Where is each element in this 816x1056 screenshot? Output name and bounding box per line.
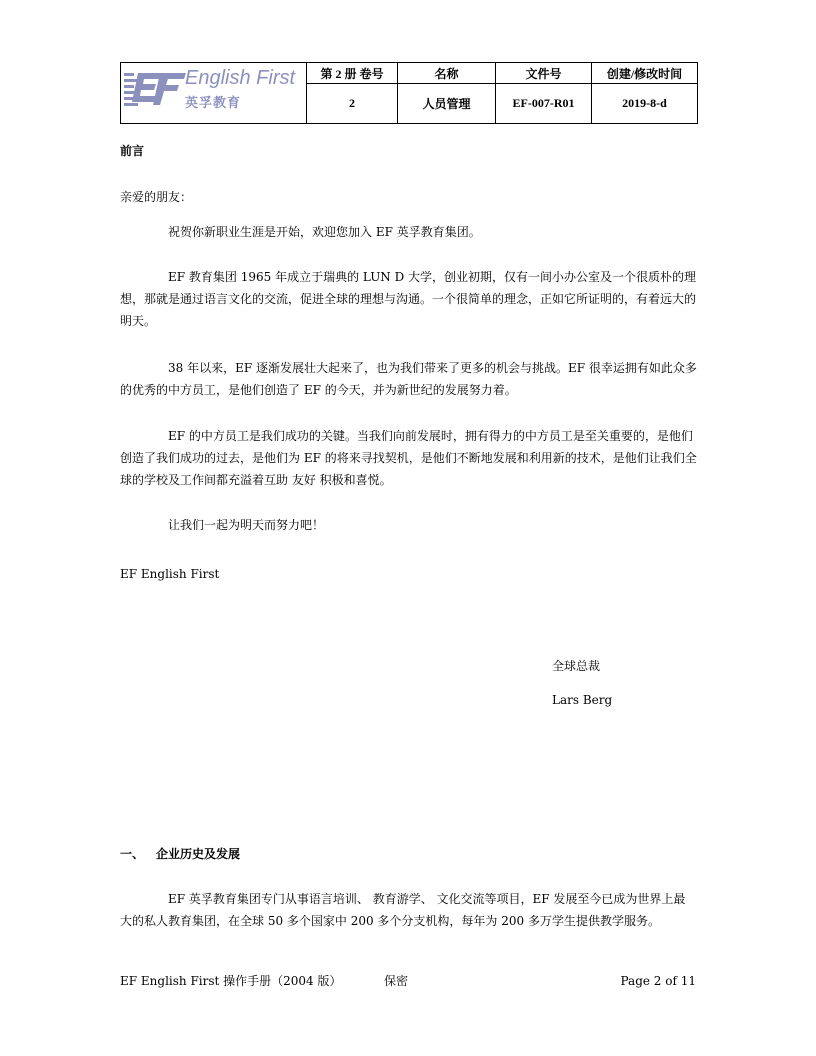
header-col-fileno: 文件号	[496, 63, 592, 84]
header-val-fileno: EF-007-R01	[496, 84, 592, 124]
header-val-name: 人员管理	[398, 84, 496, 124]
section-number: 一、	[120, 847, 145, 861]
header-col-name: 名称	[398, 63, 496, 84]
signoff: EF English First	[120, 567, 220, 581]
sign-name: Lars Berg	[552, 693, 613, 707]
logo-cell	[121, 63, 307, 124]
document-header-table	[120, 62, 698, 124]
footer-page-number: Page 2 of 11	[620, 974, 696, 988]
header-col-time: 创建/修改时间	[592, 63, 698, 84]
paragraph-1: 祝贺你新职业生涯是开始，欢迎您加入 EF 英孚教育集团。	[168, 225, 481, 239]
section-title: 企业历史及发展	[156, 847, 241, 861]
header-val-volume: 2	[307, 84, 398, 124]
logo-text-en: English First	[185, 67, 296, 89]
paragraph-5: 让我们一起为明天而努力吧！	[168, 518, 325, 532]
logo-text-cn: 英孚教育	[185, 96, 242, 111]
preface-title: 前言	[120, 144, 145, 158]
section-paragraph: EF 英孚教育集团专门从事语言培训、 教育游学、 文化交流等项目，EF 发展至今已成为世界上最大的私人教育集团，在全球 50 多个国家中 200 多个分支机构，每年为 200 多万学生提供教学服务。	[120, 892, 686, 928]
footer-center: 保密	[384, 974, 409, 988]
header-col-volume: 第 2 册 卷号	[307, 63, 398, 84]
paragraph-2: EF 教育集团 1965 年成立于瑞典的 LUN D 大学，创业初期，仅有一间小办公室及一个很质朴的理想，那就是通过语言文化的交流，促进全球的理想与沟通。一个很简单的理念，正如它所证明的，有着远大的明天。	[120, 270, 697, 328]
greeting: 亲爱的朋友：	[120, 190, 193, 204]
paragraph-3: 38 年以来，EF 逐渐发展壮大起来了，也为我们带来了更多的机会与挑战。EF 很幸运拥有如此众多的优秀的中方员工，是他们创造了 EF 的今天，并为新世纪的发展努力着。	[120, 361, 697, 397]
sign-title: 全球总裁	[552, 659, 601, 673]
paragraph-4: EF 的中方员工是我们成功的关键。当我们向前发展时，拥有得力的中方员工是至关重要的，是他们创造了我们成功的过去，是他们为 EF 的将来寻找契机，是他们不断地发展和利用新的技术，是他们让我们全球的学校及工作间都充溢着互助 友好 积极和喜悦。	[120, 429, 697, 487]
footer-left: EF English First 操作手册（2004 版）	[120, 974, 342, 988]
header-val-time: 2019-8-d	[592, 84, 698, 124]
